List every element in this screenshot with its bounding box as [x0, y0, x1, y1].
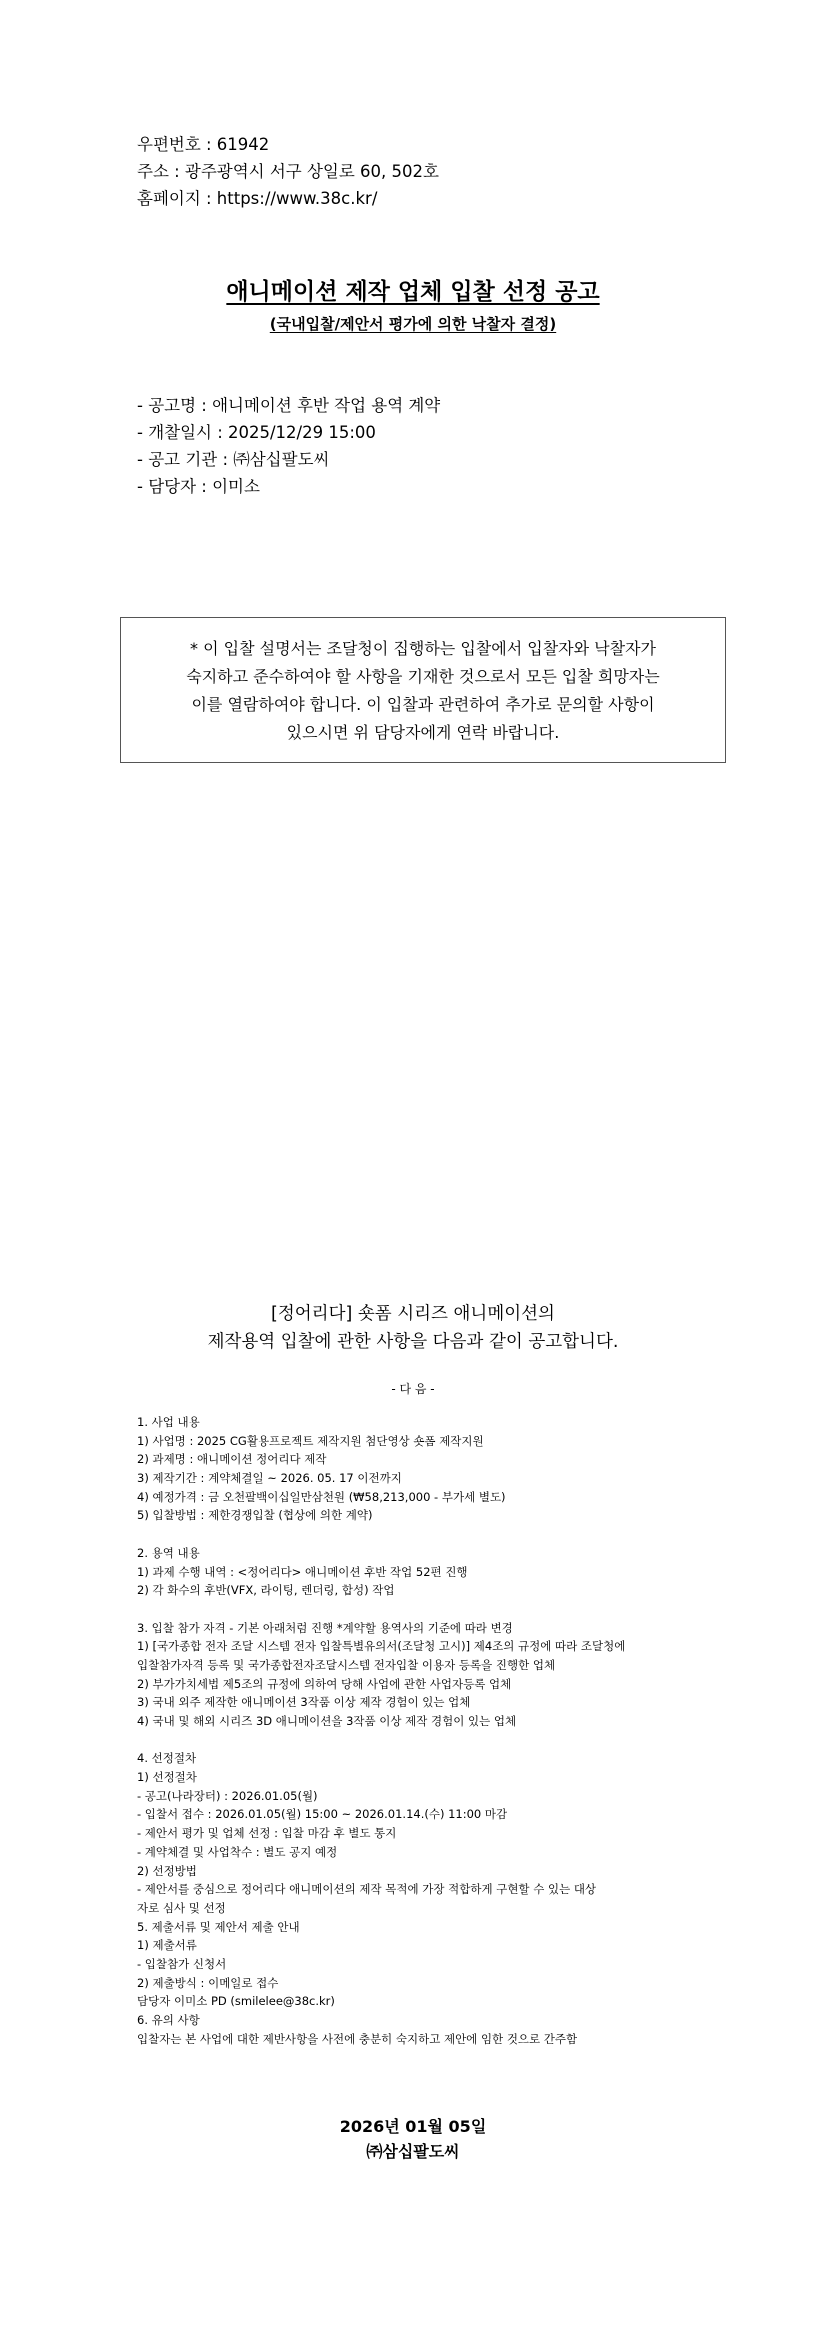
- body-line: 5) 입찰방법 : 제한경쟁입찰 (협상에 의한 계약): [137, 1508, 373, 1523]
- body-line: 1) 제출서류: [137, 1938, 197, 1953]
- body-line: - 입찰참가 신청서: [137, 1956, 227, 1971]
- document-subtitle: [0, 313, 826, 335]
- body-line: 3) 제작기간 : 계약체결일 ~ 2026. 05. 17 이전까지: [137, 1471, 402, 1486]
- body-line: - 입찰서 접수 : 2026.01.05(월) 15:00 ~ 2026.01.14.(수) 11:00 마감: [137, 1807, 508, 1822]
- notice-line: 숙지하고 준수하여야 할 사항을 기재한 것으로서 모든 입찰 희망자는: [186, 667, 660, 686]
- notice-box: [120, 617, 726, 763]
- header-address: 주소 : 광주광역시 서구 상일로 60, 502호: [137, 162, 439, 181]
- body-line: - 제안서 평가 및 업체 선정 : 입찰 마감 후 별도 통지: [137, 1826, 397, 1841]
- body-line: 1) 선정절차: [137, 1770, 197, 1785]
- body-spacer: [137, 1525, 737, 1544]
- document-title-text: 애니메이션 제작 업체 입찰 선정 공고: [226, 279, 600, 305]
- body-line: 자로 심사 및 선정: [137, 1900, 226, 1915]
- body-line: 4. 선정절차: [137, 1751, 197, 1766]
- body-line: - 계약체결 및 사업착수 : 별도 공지 예정: [137, 1844, 338, 1859]
- body-line: 1. 사업 내용: [137, 1415, 200, 1429]
- document-title: [0, 277, 826, 307]
- body-line: 1) 사업명 : 2025 CG활용프로젝트 제작지원 첨단영상 숏폼 제작지원: [137, 1433, 484, 1448]
- notice-text: [121, 635, 725, 747]
- body-line: 2) 각 화수의 후반(VFX, 라이팅, 렌더링, 합성) 작업: [137, 1583, 395, 1598]
- body-line: - 제안서를 중심으로 정어리다 애니메이션의 제작 목적에 가장 적합하게 구현할 수 있는 대상: [137, 1882, 597, 1897]
- body-line: 2) 과제명 : 애니메이션 정어리다 제작: [137, 1452, 327, 1467]
- body-line: - 공고(나라장터) : 2026.01.05(월): [137, 1788, 318, 1803]
- body-line: 1) 과제 수행 내역 : <정어리다> 애니메이션 후반 작업 52편 진행: [137, 1564, 468, 1579]
- body-line: 5. 제출서류 및 제안서 제출 안내: [137, 1919, 300, 1934]
- dagum-divider: - 다 음 -: [391, 1382, 435, 1396]
- body-line: 6. 유의 사항: [137, 2013, 200, 2027]
- notice-line: * 이 입찰 설명서는 조달청이 집행하는 입찰에서 입찰자와 낙찰자가: [189, 639, 656, 658]
- info-agency: - 공고 기관 : ㈜삼십팔도씨: [137, 450, 330, 469]
- info-notice-name: - 공고명 : 애니메이션 후반 작업 용역 계약: [137, 396, 441, 415]
- body-line: 2. 용역 내용: [137, 1545, 200, 1560]
- body-line: 3) 국내 외주 제작한 애니메이션 3작품 이상 제작 경험이 있는 업체: [137, 1695, 471, 1710]
- footer-company: ㈜삼십팔도씨: [366, 2142, 460, 2161]
- body-line: 1) [국가종합 전자 조달 시스템 전자 입찰특별유의서(조달청 고시)] 제4조의 규정에 따라 조달청에: [137, 1639, 626, 1654]
- body-line: 입찰참가자격 등록 및 국가종합전자조달시스템 전자입찰 이용자 등록을 진행한 업체: [137, 1657, 556, 1672]
- notice-line: 이를 열람하여야 합니다. 이 입찰과 관련하여 추가로 문의할 사항이: [191, 695, 655, 714]
- body-spacer: [137, 1731, 737, 1750]
- body-line: 4) 국내 및 해외 시리즈 3D 애니메이션을 3작품 이상 제작 경험이 있는 업체: [137, 1714, 517, 1728]
- body-line: 2) 부가가치세법 제5조의 규정에 의하여 당해 사업에 관한 사업자등록 업체: [137, 1676, 512, 1691]
- body-line: 2) 선정방법: [137, 1863, 197, 1878]
- body-line: 담당자 이미소 PD (smilelee@38c.kr): [137, 1994, 335, 2009]
- body-line: 입찰자는 본 사업에 대한 제반사항을 사전에 충분히 숙지하고 제안에 임한 것으로 간주함: [137, 2031, 578, 2046]
- document-subtitle-text: (국내입찰/제안서 평가에 의한 낙찰자 결정): [269, 315, 557, 333]
- body-line: 2) 제출방식 : 이메일로 접수: [137, 1975, 279, 1990]
- info-opening-date: - 개찰일시 : 2025/12/29 15:00: [137, 423, 376, 442]
- body-text: [137, 1413, 737, 2048]
- header-homepage: 홈페이지 : https://www.38c.kr/: [137, 189, 378, 208]
- body-line: 3. 입찰 참가 자격 - 기본 아래처럼 진행 *계약할 용역사의 기준에 따라 변경: [137, 1620, 513, 1635]
- info-manager: - 담당자 : 이미소: [137, 477, 260, 496]
- body-line: 4) 예정가격 : 금 오천팔백이십일만삼천원 (₩58,213,000 - 부가세 별도): [137, 1489, 506, 1504]
- header-postal: 우편번호 : 61942: [137, 135, 270, 154]
- notice-line: 있으시면 위 담당자에게 연락 바랍니다.: [286, 723, 560, 742]
- body-spacer: [137, 1600, 737, 1619]
- footer-date: 2026년 01월 05일: [339, 2117, 487, 2136]
- announcement-line-2: 제작용역 입찰에 관한 사항을 다음과 같이 공고합니다.: [207, 1332, 619, 1352]
- announcement-line-1: [정어리다] 숏폼 시리즈 애니메이션의: [271, 1304, 555, 1324]
